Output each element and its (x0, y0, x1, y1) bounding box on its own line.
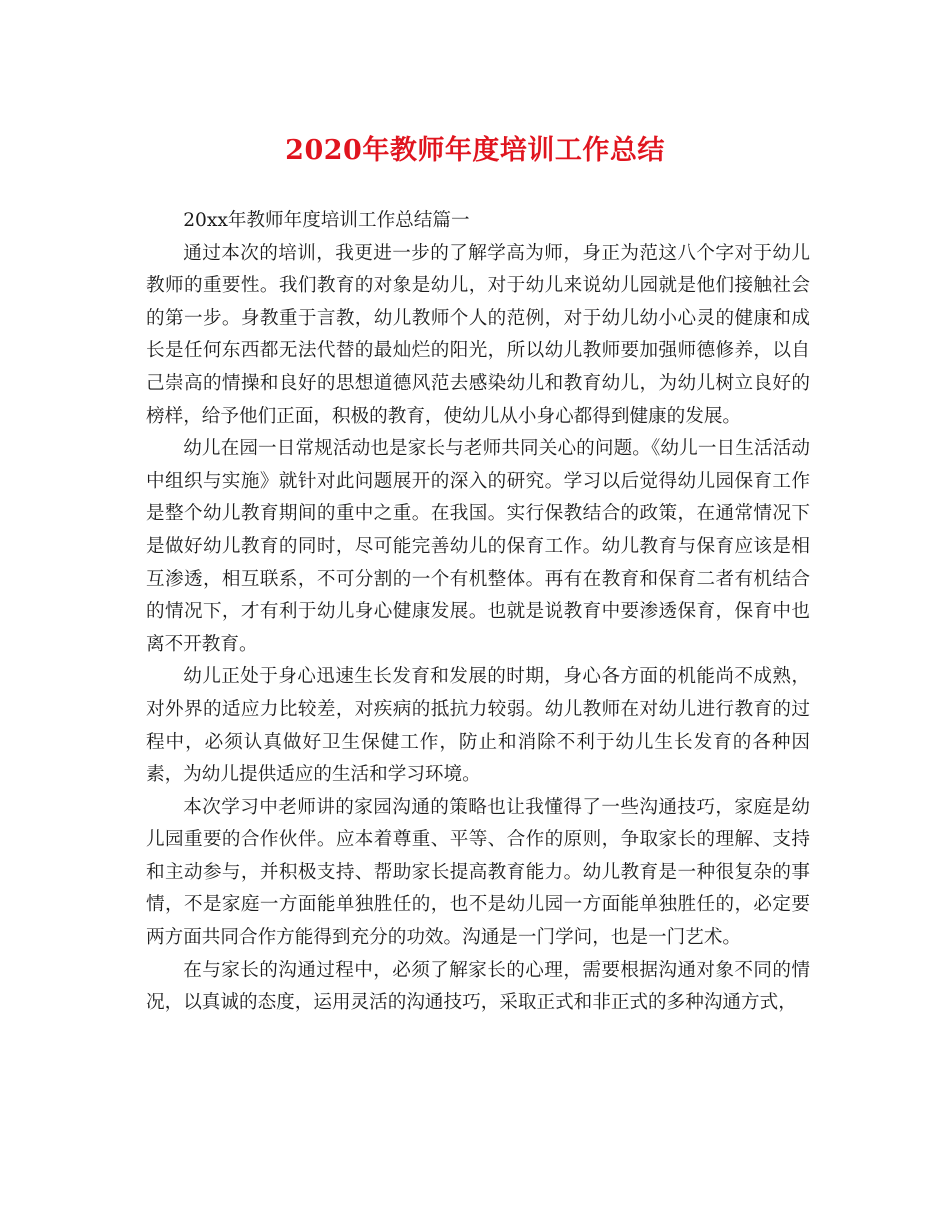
paragraph: 本次学习中老师讲的家园沟通的策略也让我懂得了一些沟通技巧，家庭是幼儿园重要的合作伙伴。应本着尊重、平等、合作的原则，争取家长的理解、支持和主动参与，并积极支持、帮助家长提高教育能力。幼儿教育是一种很复杂的事情，不是家庭一方面能单独胜任的，也不是幼儿园一方面能单独胜任的，必定要两方面共同合作方能得到充分的功效。沟通是一门学问，也是一门艺术。 (146, 796, 810, 949)
paragraph: 在与家长的沟通过程中，必须了解家长的心理，需要根据沟通对象不同的情况，以真诚的态度，运用灵活的沟通技巧，采取正式和非正式的多种沟通方式， (146, 959, 810, 1014)
paragraph: 幼儿在园一日常规活动也是家长与老师共同关心的问题。《幼儿一日生活活动中组织与实施》就针对此问题展开的深入的研究。学习以后觉得幼儿园保育工作是整个幼儿教育期间的重中之重。在我国。实行保教结合的政策，在通常情况下是做好幼儿教育的同时，尽可能完善幼儿的保育工作。幼儿教育与保育应该是相互渗透，相互联系，不可分割的一个有机整体。再有在教育和保育二者有机结合的情况下，才有利于幼儿身心健康发展。也就是说教育中要渗透保育，保育中也离不开教育。 (146, 438, 810, 655)
document-body (146, 205, 810, 1020)
paragraph: 通过本次的培训，我更进一步的了解学高为师，身正为范这八个字对于幼儿教师的重要性。我们教育的对象是幼儿，对于幼儿来说幼儿园就是他们接触社会的第一步。身教重于言教，幼儿教师个人的范例，对于幼儿幼小心灵的健康和成长是任何东西都无法代替的最灿烂的阳光，所以幼儿教师要加强师德修养，以自己崇高的情操和良好的思想道德风范去感染幼儿和教育幼儿，为幼儿树立良好的榜样，给予他们正面，积极的教育，使幼儿从小身心都得到健康的发展。 (146, 242, 810, 427)
section-heading: 20xx年教师年度培训工作总结篇一 (183, 210, 470, 231)
paragraph: 幼儿正处于身心迅速生长发育和发展的时期，身心各方面的机能尚不成熟，对外界的适应力比较差，对疾病的抵抗力较弱。幼儿教师在对幼儿进行教育的过程中，必须认真做好卫生保健工作，防止和消除不利于幼儿生长发育的各种因素，为幼儿提供适应的生活和学习环境。 (146, 666, 810, 786)
document-title: 2020年教师年度培训工作总结 (285, 135, 665, 166)
